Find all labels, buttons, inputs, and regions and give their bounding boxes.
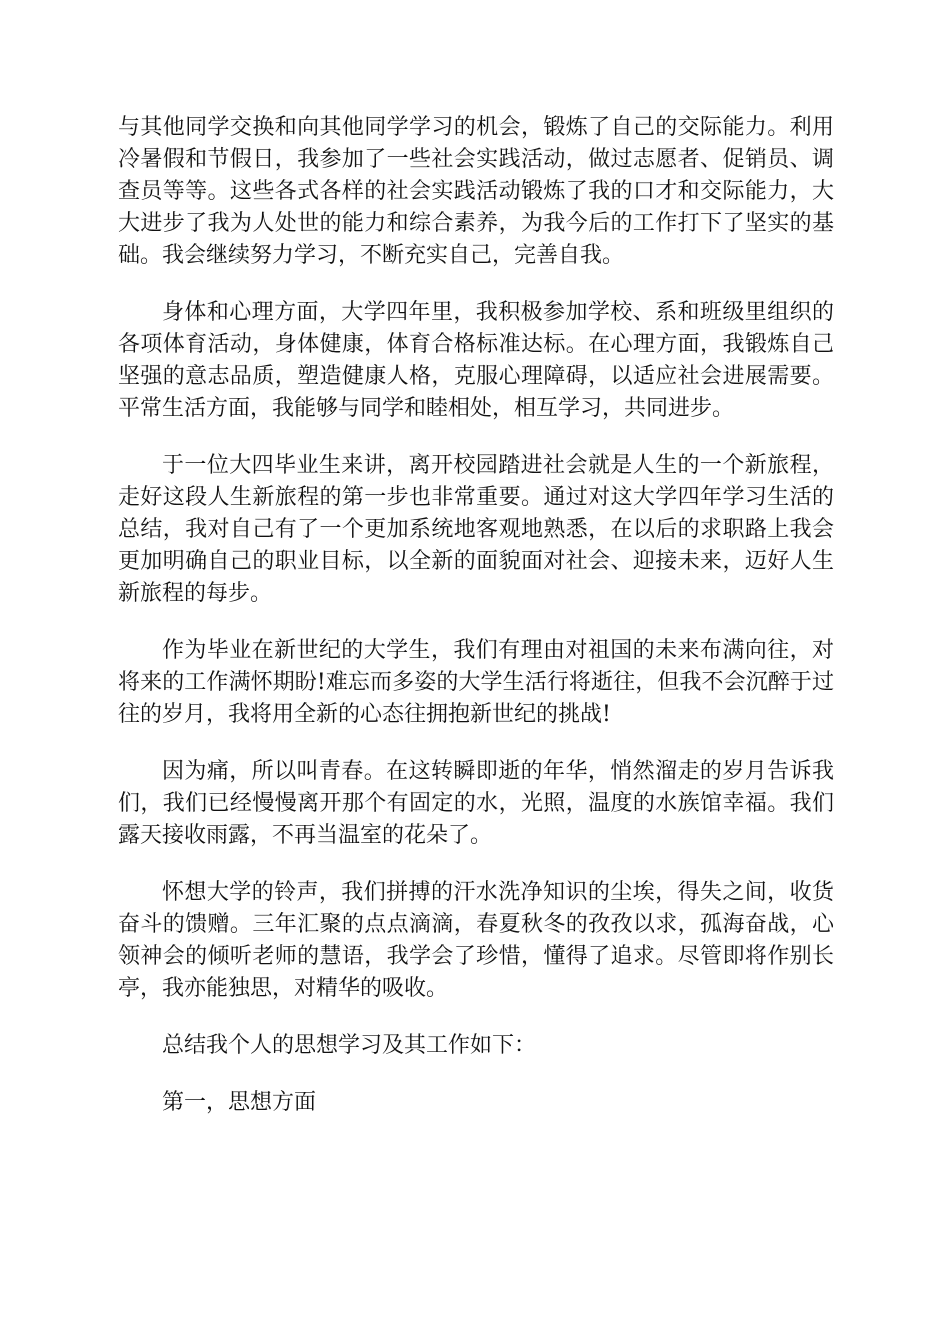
section-heading-thought: 第一，思想方面	[162, 1090, 317, 1115]
paragraph-body-mind: 身体和心理方面，大学四年里，我积极参加学校、系和班级里组织的各项体育活动，身体健康，体育合格标准达标。在心理方面，我锻炼自己坚强的意志品质，塑造健康人格，克服心理障碍，以适应社会进展需要。平常生活方面，我能够与同学和睦相处，相互学习，共同进步。	[118, 300, 834, 421]
paragraph-new-journey: 于一位大四毕业生来讲，离开校园踏进社会就是人生的一个新旅程，走好这段人生新旅程的第一步也非常重要。通过对这大学四年学习生活的总结，我对自己有了一个更加系统地客观地熟悉，在以后的求职路上我会更加明确自己的职业目标，以全新的面貌面对社会、迎接未来，迈好人生新旅程的每步。	[118, 453, 834, 606]
paragraph-new-century: 作为毕业在新世纪的大学生，我们有理由对祖国的未来布满向往，对将来的工作满怀期盼!难忘而多姿的大学生活行将逝往，但我不会沉醉于过往的岁月，我将用全新的心态往拥抱新世纪的挑战!	[118, 638, 834, 727]
paragraph-summary-intro: 总结我个人的思想学习及其工作如下：	[162, 1033, 537, 1058]
document-page	[118, 112, 834, 1144]
paragraph-memories: 怀想大学的铃声，我们拼搏的汗水洗净知识的尘埃，得失之间，收货奋斗的馈赠。三年汇聚的点点滴滴，春夏秋冬的孜孜以求，孤海奋战，心领神会的倾听老师的慧语，我学会了珍惜，懂得了追求。尽管即将作别长亭，我亦能独思，对精华的吸收。	[118, 880, 834, 1001]
paragraph-continued: 与其他同学交换和向其他同学学习的机会，锻炼了自己的交际能力。利用冷暑假和节假日，我参加了一些社会实践活动，做过志愿者、促销员、调查员等等。这些各式各样的社会实践活动锻炼了我的口才和交际能力，大大进步了我为人处世的能力和综合素养，为我今后的工作打下了坚实的基础。我会继续努力学习，不断充实自己，完善自我。	[118, 115, 834, 268]
paragraph-youth: 因为痛，所以叫青春。在这转瞬即逝的年华，悄然溜走的岁月告诉我们，我们已经慢慢离开那个有固定的水，光照，温度的水族馆幸福。我们露天接收雨露，不再当温室的花朵了。	[118, 759, 834, 848]
